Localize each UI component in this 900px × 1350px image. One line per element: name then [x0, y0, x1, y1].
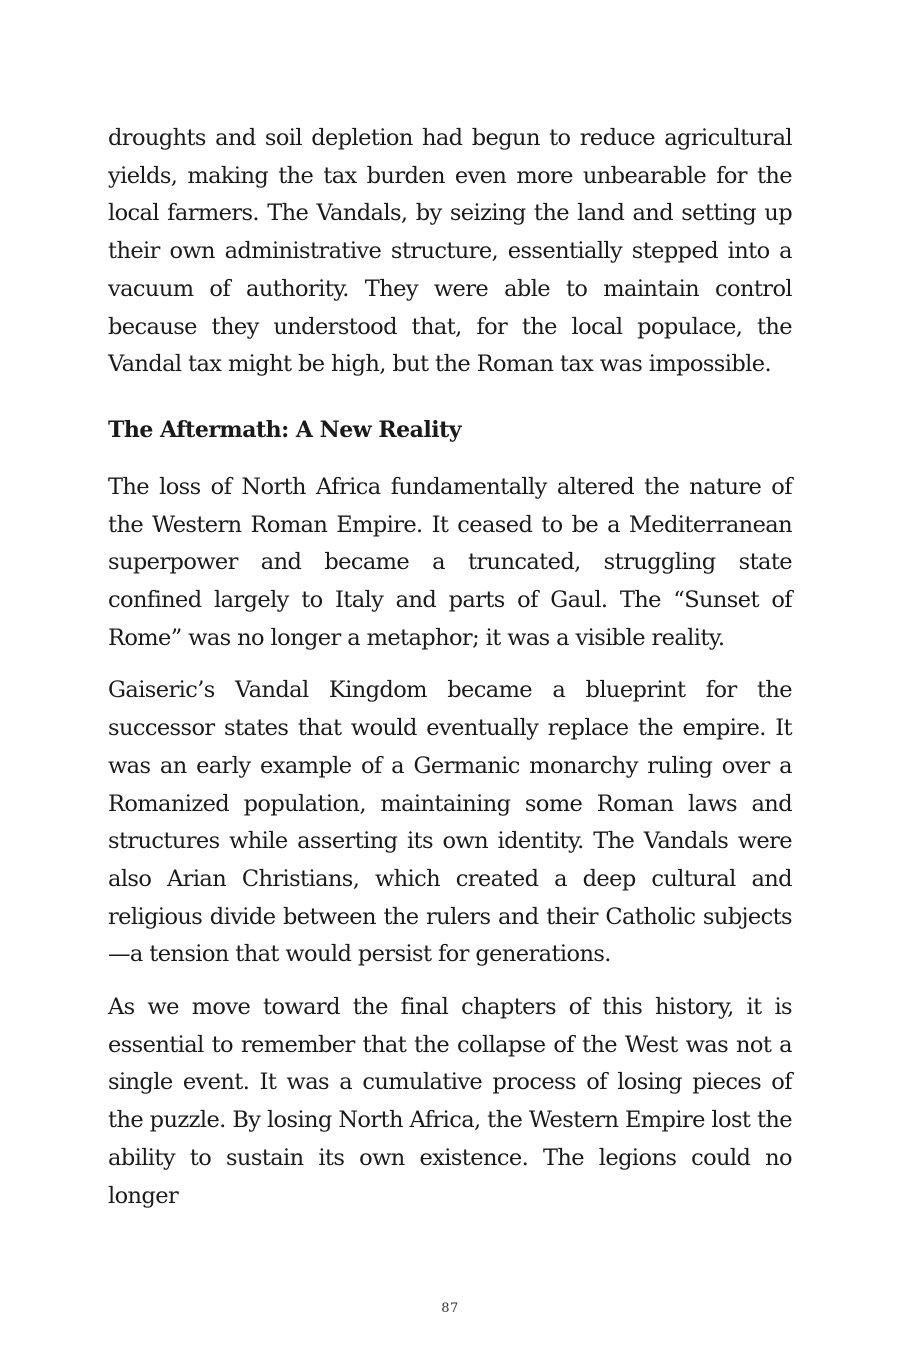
paragraph-continued: droughts and soil depletion had begun to reduce agricultural yields, making the tax burden even more unbearable for the local farmers. The Vandals, by seizing the land and setting up their own administrative structure, essentially stepped into a vacuum of authority. They were able to maintain control because they understood that, for the local populace, the Vandal tax might be high, but the Roman tax was impossible. — [108, 125, 792, 378]
paragraph-vandal-kingdom: Gaiseric’s Vandal Kingdom became a blueprint for the successor states that would eventually replace the empire. It was an early example of a Germanic monarchy ruling over a Romanized population, maintaining some Roman laws and structures while asserting its own identity. The Vandals were also Arian Christians, which created a deep cultural and religious divide between the rulers and their Catholic subjects—a tension that would persist for generations. — [108, 677, 792, 968]
paragraph-final-chapters: As we move toward the final chapters of this history, it is essential to remember that the collapse of the West was not a single event. It was a cumulative process of losing pieces of the puzzle. By losing North Africa, the Western Empire lost the ability to sustain its own existence. The legions could no longer — [108, 994, 792, 1209]
page-body — [108, 120, 792, 1230]
page-number: 87 — [441, 1301, 459, 1316]
section-heading: The Aftermath: A New Reality — [108, 416, 462, 443]
paragraph-loss-of-north-africa: The loss of North Africa fundamentally altered the nature of the Western Roman Empire. It ceased to be a Mediterranean superpower and became a truncated, struggling state confined largely to Italy and parts of Gaul. The “Sunset of Rome” was no longer a metaphor; it was a visible reality. — [108, 473, 792, 651]
